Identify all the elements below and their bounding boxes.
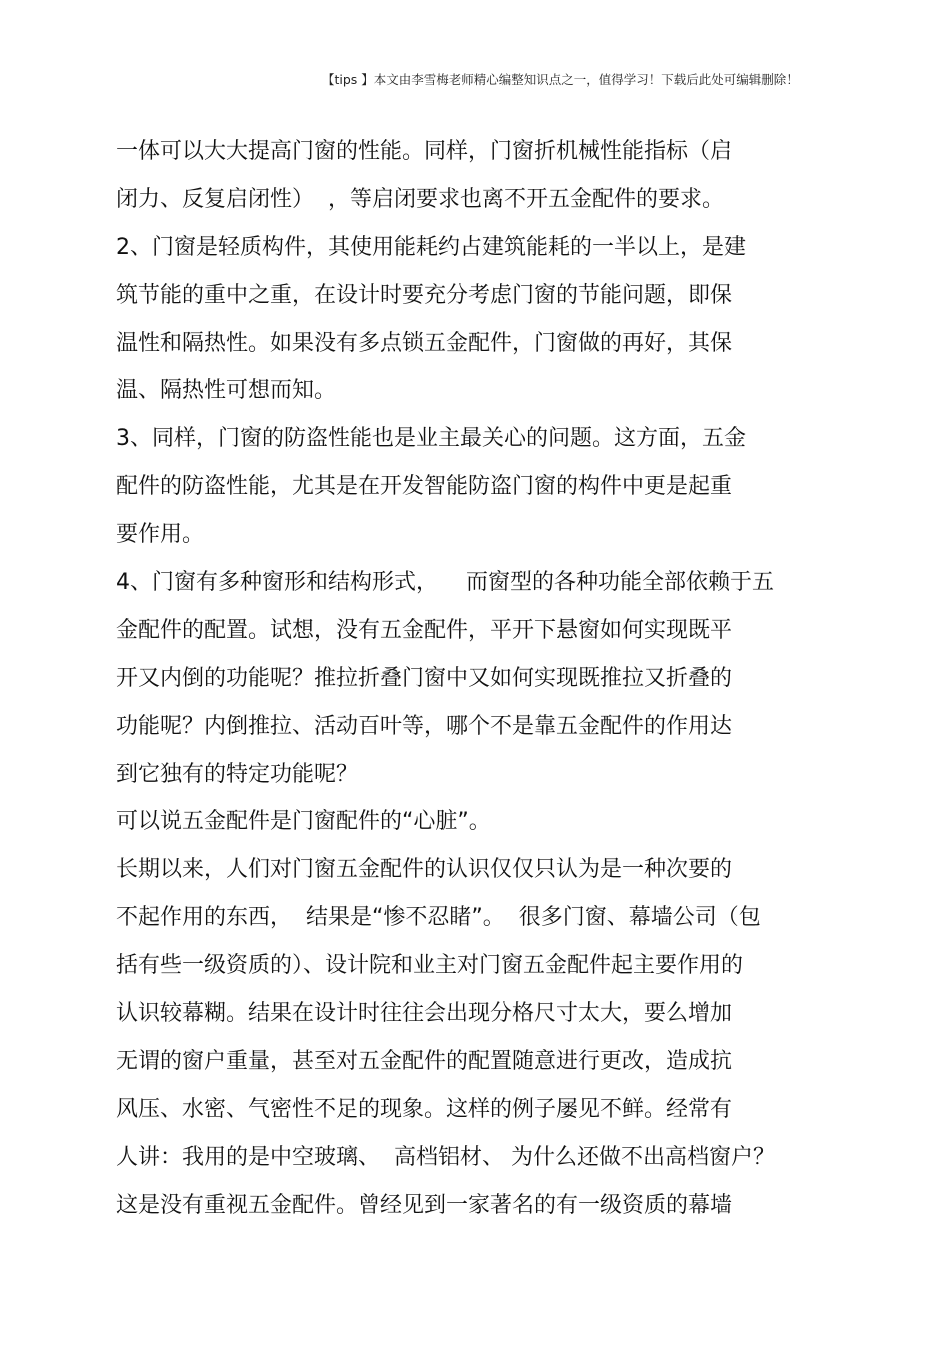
text-line: 风压、水密、气密性不足的现象。这样的例子屡见不鲜。经常有 bbox=[116, 1096, 733, 1122]
text-line: 配件的防盗性能，尤其是在开发智能防盗门窗的构件中更是起重 bbox=[116, 474, 733, 500]
text-line: 认识较幕糊。结果在设计时往往会出现分格尺寸太大，要么增加 bbox=[116, 1001, 733, 1027]
text-line: 括有些一级资质的）、设计院和业主对门窗五金配件起主要作用的 bbox=[116, 953, 744, 979]
text-line: 功能呢？内倒推拉、活动百叶等，哪个不是靠五金配件的作用达 bbox=[116, 713, 733, 739]
text-line: 4、门窗有多种窗形和结构形式， 而窗型的各种功能全部依赖于五 bbox=[116, 570, 774, 596]
text-line: 筑节能的重中之重，在设计时要充分考虑门窗的节能问题，即保 bbox=[116, 282, 733, 308]
text-line: 要作用。 bbox=[116, 522, 205, 548]
text-line: 人讲：我用的是中空玻璃、 高档铝材、 为什么还做不出高档窗户？ bbox=[116, 1144, 775, 1170]
text-line: 2、门窗是轻质构件，其使用能耗约占建筑能耗的一半以上，是建 bbox=[116, 234, 746, 260]
text-line: 温、隔热性可想而知。 bbox=[116, 378, 337, 404]
text-line: 温性和隔热性。如果没有多点锁五金配件，门窗做的再好，其保 bbox=[116, 330, 733, 356]
text-line: 3、同样，门窗的防盗性能也是业主最关心的问题。这方面，五金 bbox=[116, 426, 746, 452]
text-line: 这是没有重视五金配件。曾经见到一家著名的有一级资质的幕墙 bbox=[116, 1192, 733, 1218]
text-line: 一体可以大大提高门窗的性能。同样，门窗折机械性能指标（启 bbox=[116, 139, 733, 164]
text-line: 长期以来，人们对门窗五金配件的认识仅仅只认为是一种次要的 bbox=[116, 857, 733, 883]
text-line: 开又内倒的功能呢？推拉折叠门窗中又如何实现既推拉又折叠的 bbox=[116, 665, 733, 691]
text-line: 不起作用的东西， 结果是“惨不忍睹”。 很多门窗、幕墙公司（包 bbox=[116, 905, 761, 931]
text-line: 可以说五金配件是门窗配件的“心脏”。 bbox=[116, 809, 491, 835]
header-tip: 【tips 】本文由李雪梅老师精心编整知识点之一，值得学习！下载后此处可编辑删除！ bbox=[322, 72, 799, 87]
text-line: 无谓的窗户重量，甚至对五金配件的配置随意进行更改，造成抗 bbox=[116, 1048, 733, 1074]
text-line: 到它独有的特定功能呢？ bbox=[116, 761, 359, 787]
document-body bbox=[116, 128, 836, 1229]
text-line: 闭力、反复启闭性） ，等启闭要求也离不开五金配件的要求。 bbox=[116, 186, 724, 212]
text-line: 金配件的配置。试想，没有五金配件，平开下悬窗如何实现既平 bbox=[116, 617, 733, 643]
